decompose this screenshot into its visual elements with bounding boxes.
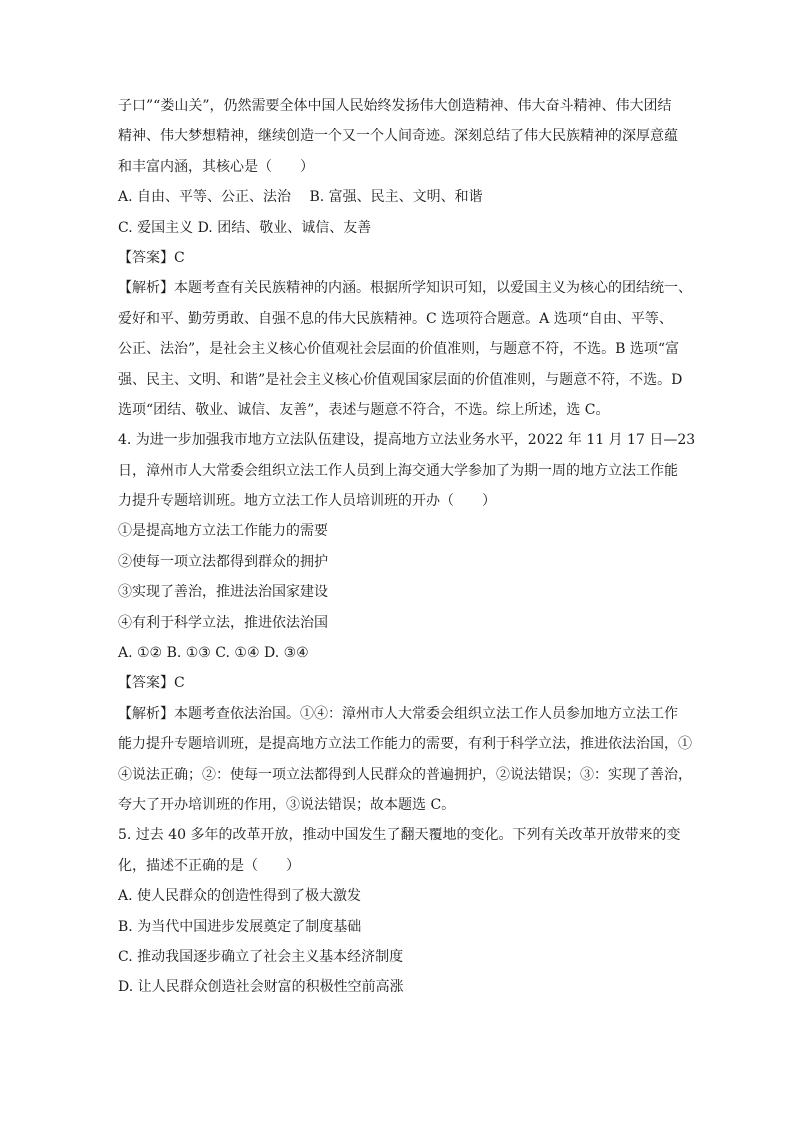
- q3-analysis-line-1: 【解析】本题考查有关民族精神的内涵。根据所学知识可知，以爱国主义为核心的团结统一、: [118, 280, 692, 297]
- q4-analysis-line-3: ④说法正确；②：使每一项立法都得到人民群众的普遍拥护，②说法错误；③：实现了善治，: [118, 766, 692, 783]
- q4-analysis-line-1: 【解析】本题考查依法治国。①④：漳州市人大常委会组织立法工作人员参加地方立法工作: [118, 705, 678, 722]
- document-page: [118, 96, 696, 997]
- q4-stem-line-2: 日，漳州市人大常委会组织立法工作人员到上海交通大学参加了为期一周的地方立法工作能: [118, 462, 678, 479]
- q3-analysis-line-5: 选项“团结、敬业、诚信、友善”，表述与题意不符合，不选。综上所述，选 C。: [118, 401, 610, 418]
- q3-analysis-line-2: 爱好和平、勤劳勇敢、自强不息的伟大民族精神。C 选项符合题意。A 选项“自由、平等、: [118, 310, 673, 327]
- q4-analysis-line-4: 夸大了开办培训班的作用，③说法错误；故本题选 C。: [118, 796, 456, 813]
- q5-stem-line-2: 化，描述不正确的是（ ）: [118, 857, 300, 874]
- q4-answer: 【答案】C: [118, 675, 185, 692]
- q3-stem-line-3: 和丰富内涵，其核心是（ ）: [118, 158, 314, 175]
- q4-item-1: ①是提高地方立法工作能力的需要: [118, 523, 328, 540]
- q3-options-ab: A. 自由、平等、公正、法治 B. 富强、民主、文明、和谐: [118, 189, 483, 206]
- q3-stem-line-2: 精神、伟大梦想精神，继续创造一个又一个人间奇迹。深刻总结了伟大民族精神的深厚意蕴: [118, 128, 678, 145]
- q5-option-d: D. 让人民群众创造社会财富的积极性空前高涨: [118, 979, 404, 996]
- q3-analysis-line-4: 强、民主、文明、和谐”是社会主义核心价值观国家层面的价值准则，与题意不符，不选。D: [118, 371, 683, 388]
- q4-stem-line-1: 4. 为进一步加强我市地方立法队伍建设，提高地方立法业务水平，2022 年 11 月 17 日—23: [118, 432, 696, 449]
- q5-option-c: C. 推动我国逐步确立了社会主义基本经济制度: [118, 948, 404, 965]
- q3-answer: 【答案】C: [118, 249, 185, 266]
- q4-item-3: ③实现了善治，推进法治国家建设: [118, 584, 328, 601]
- q5-option-a: A. 使人民群众的创造性得到了极大激发: [118, 888, 362, 905]
- q4-item-4: ④有利于科学立法，推进依法治国: [118, 614, 328, 631]
- q4-options: A. ①② B. ①③ C. ①④ D. ③④: [118, 645, 309, 662]
- q5-option-b: B. 为当代中国进步发展奠定了制度基础: [118, 918, 362, 935]
- q4-stem-line-3: 力提升专题培训班。地方立法工作人员培训班的开办（ ）: [118, 493, 496, 510]
- q3-analysis-line-3: 公正、法治”，是社会主义核心价值观社会层面的价值准则，与题意不符，不选。B 选项“富: [118, 341, 680, 358]
- q4-item-2: ②使每一项立法都得到群众的拥护: [118, 553, 328, 570]
- q3-options-cd: C. 爱国主义 D. 团结、敬业、诚信、友善: [118, 219, 372, 236]
- q5-stem-line-1: 5. 过去 40 多年的改革开放，推动中国发生了翻天覆地的变化。下列有关改革开放带来的变: [118, 827, 681, 844]
- q3-stem-line-1: 子口”“娄山关”，仍然需要全体中国人民始终发扬伟大创造精神、伟大奋斗精神、伟大团结: [118, 98, 672, 114]
- q4-analysis-line-2: 能力提升专题培训班，是提高地方立法工作能力的需要，有利于科学立法，推进依法治国，①: [118, 736, 692, 753]
